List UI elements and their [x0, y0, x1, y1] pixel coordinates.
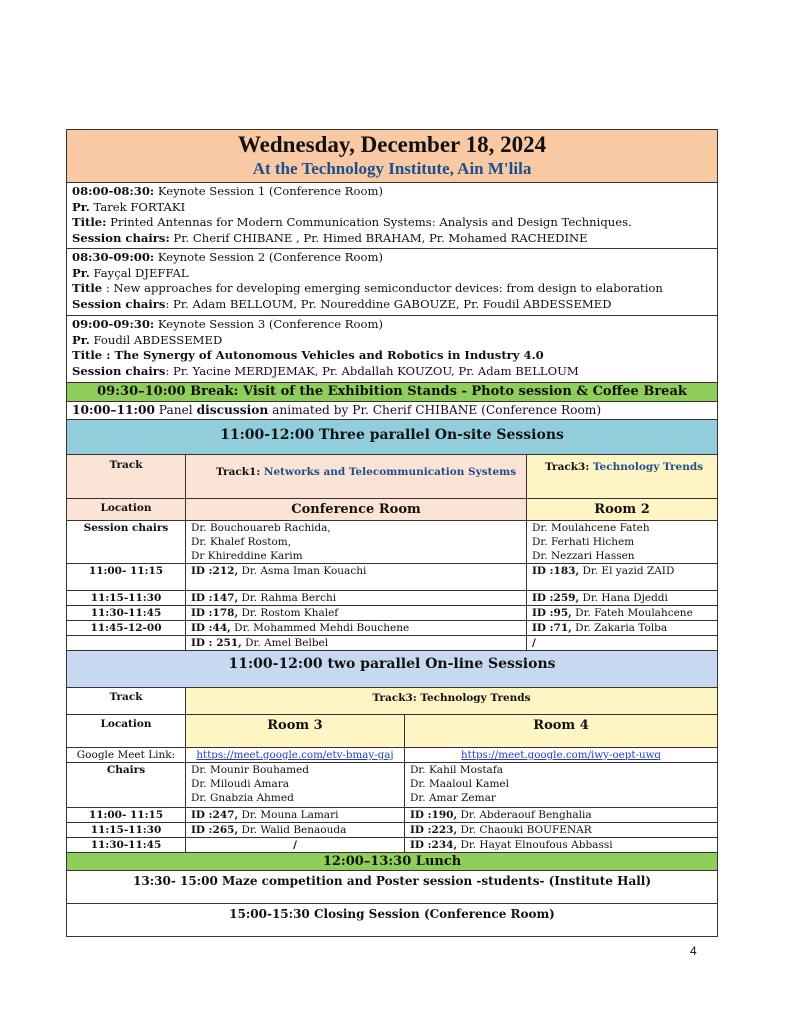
slot-paper-room2	[527, 621, 718, 636]
panel-text-2: animated by Pr. Cherif CHIBANE (Conference Room)	[268, 403, 602, 417]
onsite-slot-row	[67, 621, 718, 636]
break-row	[67, 383, 718, 402]
paper-id: ID :259,	[532, 592, 580, 604]
paper-id: ID : 251,	[191, 637, 242, 649]
chair-name: Dr. Moulahcene Fateh	[532, 522, 650, 534]
onsite-heading: 11:00-12:00 Three parallel On-site Sessions	[67, 420, 718, 455]
lunch-row	[67, 853, 718, 871]
presenter: Dr. Mouna Lamari	[238, 809, 339, 821]
onsite-location-row	[67, 499, 718, 521]
keynote-session-2	[67, 249, 718, 316]
speaker-label: Pr.	[72, 332, 90, 347]
presenter: Dr. Chaouki BOUFENAR	[457, 824, 592, 836]
keynote-speaker: Foudil ABDESSEMED	[89, 332, 223, 347]
presenter: Dr. Zakaria Tolba	[571, 622, 668, 634]
chair-name: Dr Khireddine Karim	[191, 550, 303, 562]
slot-paper-room2	[527, 591, 718, 606]
title-label: Title	[72, 281, 103, 295]
presenter: Dr. Hana Djeddi	[579, 592, 668, 604]
slot-paper-room2	[527, 636, 718, 651]
slot-time: 11:00- 11:15	[67, 808, 186, 823]
maze-row	[67, 871, 718, 904]
presenter: Dr. Rostom Khalef	[238, 607, 339, 619]
slot-time: 11:15-11:30	[67, 591, 186, 606]
presenter: Dr. Fateh Moulahcene	[571, 607, 693, 619]
keynote-row	[67, 316, 718, 383]
track-label: Track	[67, 455, 186, 499]
chairs-label: Chairs	[67, 763, 186, 808]
presenter: Dr. El yazid ZAID	[579, 565, 675, 577]
onsite-chairs-row	[67, 521, 718, 564]
slot-paper-room4	[405, 808, 718, 823]
panel-text-1: Panel	[154, 403, 197, 417]
keynote-session-name: Keynote Session 2 (Conference Room)	[154, 250, 383, 264]
paper-id: ID :95,	[532, 607, 572, 619]
keynote-time: 08:00-08:30:	[72, 184, 155, 198]
chair-name: Dr. Kahil Mostafa	[410, 764, 503, 776]
lunch: 12:00–13:30 Lunch	[67, 853, 718, 871]
presenter: Dr. Hayat Elnoufous Abbassi	[457, 839, 613, 851]
track1-name: Networks and Telecommunication Systems	[263, 466, 517, 478]
slot-paper-room3	[186, 808, 405, 823]
chairs-room3	[186, 763, 405, 808]
paper-id: ID :178,	[191, 607, 239, 619]
slot-paper-room2	[527, 564, 718, 591]
presenter: Dr. Amel Belbel	[241, 637, 329, 649]
panel-bold: discussion	[196, 403, 269, 417]
keynote-chairs: Pr. Cherif CHIBANE , Pr. Himed BRAHAM, Pr. Mohamed RACHEDINE	[169, 230, 588, 245]
speaker-label: Pr.	[72, 199, 90, 214]
panel-discussion	[67, 402, 718, 420]
keynote-title: : New approaches for developing emerging semiconductor devices: from design to elaboration	[102, 281, 663, 295]
chairs-label: Session chairs	[72, 363, 166, 378]
day-header-row	[67, 130, 718, 183]
track1-prefix: Track1:	[216, 466, 264, 478]
chairs-room4	[405, 763, 718, 808]
slot-paper-room1	[186, 621, 527, 636]
paper-id: ID :234,	[410, 839, 458, 851]
keynote-row	[67, 249, 718, 316]
online-track-row	[67, 688, 718, 715]
panel-row	[67, 402, 718, 420]
slot-time: 11:15-11:30	[67, 823, 186, 838]
closing-row	[67, 904, 718, 937]
keynote-speaker: Tarek FORTAKI	[89, 199, 186, 214]
keynote-session-3	[67, 316, 718, 383]
day-date: Wednesday, December 18, 2024	[237, 132, 547, 157]
chair-name: Dr. Miloudi Amara	[191, 778, 290, 790]
slot-time: 11:30-11:45	[67, 838, 186, 853]
paper-id: ID :71,	[532, 622, 572, 634]
keynote-row	[67, 183, 718, 249]
online-slot-row	[67, 808, 718, 823]
onsite-slot-row	[67, 564, 718, 591]
title-label: Title	[72, 348, 103, 362]
presenter: Dr. Walid Benaouda	[238, 824, 347, 836]
keynote-title: : The Synergy of Autonomous Vehicles and Robotics in Industry 4.0	[102, 348, 544, 362]
online-chairs-row	[67, 763, 718, 808]
track3-prefix: Track3:	[545, 461, 593, 473]
online-heading: 11:00-12:00 two parallel On-line Sessions	[67, 651, 718, 688]
keynote-speaker: Fayçal DJEFFAL	[89, 265, 189, 280]
paper-id: /	[532, 637, 536, 649]
chair-name: Dr. Bouchouareb Rachida,	[191, 522, 331, 534]
keynote-session-1	[67, 183, 718, 249]
closing-session: 15:00-15:30 Closing Session (Conference Room)	[67, 904, 718, 937]
slot-time	[67, 636, 186, 651]
paper-id: ID :44,	[191, 622, 231, 634]
title-label: Title:	[72, 215, 107, 229]
slot-paper-room4	[405, 838, 718, 853]
online-heading-row	[67, 651, 718, 688]
slot-paper-room1	[186, 564, 527, 591]
chairs-track1	[186, 521, 527, 564]
keynote-title: Printed Antennas for Modern Communication Systems: Analysis and Design Techniques.	[106, 215, 632, 229]
paper-id: ID :190,	[410, 809, 458, 821]
speaker-label: Pr.	[72, 265, 90, 280]
maze-competition: 13:30- 15:00 Maze competition and Poster session -students- (Institute Hall)	[67, 871, 718, 904]
paper-id: ID :147,	[191, 592, 239, 604]
chairs-label: Session chairs	[72, 296, 166, 311]
day-location: At the Technology Institute, Ain M'lila	[252, 159, 532, 178]
slot-paper-room3	[186, 823, 405, 838]
chair-name: Dr. Mounir Bouhamed	[191, 764, 309, 776]
onsite-slot-row	[67, 606, 718, 621]
keynote-chairs: : Pr. Adam BELLOUM, Pr. Noureddine GABOUZE, Pr. Foudil ABDESSEMED	[165, 296, 612, 311]
slot-paper-room1	[186, 636, 527, 651]
online-slot-row	[67, 838, 718, 853]
room-3: Room 3	[186, 715, 405, 748]
online-track-name: Track3: Technology Trends	[186, 688, 718, 715]
day-header	[67, 130, 718, 183]
session-chairs-label: Session chairs	[67, 521, 186, 564]
location-label: Location	[67, 499, 186, 521]
keynote-chairs: : Pr. Yacine MERDJEMAK, Pr. Abdallah KOUZOU, Pr. Adam BELLOUM	[165, 363, 579, 378]
keynote-session-name: Keynote Session 3 (Conference Room)	[154, 317, 383, 331]
meet-link-room4[interactable]: https://meet.google.com/iwy-oept-uwq	[405, 748, 718, 763]
page-number: 4	[690, 944, 697, 958]
chair-name: Dr. Maaloul Kamel	[410, 778, 510, 790]
slot-paper-room1	[186, 591, 527, 606]
keynote-time: 09:00-09:30:	[72, 317, 155, 331]
onsite-heading-row	[67, 420, 718, 455]
chair-name: Dr. Khalef Rostom,	[191, 536, 292, 548]
track1-cell	[186, 455, 527, 499]
paper-id: ID :247,	[191, 809, 239, 821]
slot-paper-room4	[405, 823, 718, 838]
slot-paper-room3	[186, 838, 405, 853]
paper-id: /	[293, 839, 297, 851]
location-label: Location	[67, 715, 186, 748]
online-slot-row	[67, 823, 718, 838]
chair-name: Dr. Nezzari Hassen	[532, 550, 635, 562]
chair-name: Dr. Ferhati Hichem	[532, 536, 635, 548]
meet-link-label: Google Meet Link:	[67, 748, 186, 763]
keynote-session-name: Keynote Session 1 (Conference Room)	[154, 184, 383, 198]
room-4: Room 4	[405, 715, 718, 748]
coffee-break: 09:30–10:00 Break: Visit of the Exhibition Stands - Photo session & Coffee Break	[67, 383, 718, 402]
meet-link-row	[67, 748, 718, 763]
presenter: Dr. Asma Iman Kouachi	[238, 565, 367, 577]
chairs-track3	[527, 521, 718, 564]
room-2: Room 2	[527, 499, 718, 521]
track-label: Track	[67, 688, 186, 715]
presenter: Dr. Mohammed Mehdi Bouchene	[230, 622, 410, 634]
slot-time: 11:00- 11:15	[67, 564, 186, 591]
slot-paper-room2	[527, 606, 718, 621]
track3-cell	[527, 455, 718, 499]
chairs-label: Session chairs:	[72, 230, 170, 245]
meet-link-room3[interactable]: https://meet.google.com/etv-bmay-gaj	[186, 748, 405, 763]
onsite-slot-row	[67, 636, 718, 651]
room-conference: Conference Room	[186, 499, 527, 521]
track3-name: Technology Trends	[592, 461, 704, 473]
onsite-slot-row	[67, 591, 718, 606]
slot-time: 11:45-12-00	[67, 621, 186, 636]
program-table	[66, 129, 718, 937]
presenter: Dr. Rahma Berchi	[238, 592, 337, 604]
chair-name: Dr. Amar Zemar	[410, 792, 496, 804]
chair-name: Dr. Gnabzia Ahmed	[191, 792, 294, 804]
presenter: Dr. Abderaouf Benghalia	[457, 809, 592, 821]
panel-time: 10:00–11:00	[72, 403, 155, 417]
slot-time: 11:30-11:45	[67, 606, 186, 621]
paper-id: ID :212,	[191, 565, 239, 577]
slot-paper-room1	[186, 606, 527, 621]
paper-id: ID :183,	[532, 565, 580, 577]
paper-id: ID :223,	[410, 824, 458, 836]
online-location-row	[67, 715, 718, 748]
keynote-time: 08:30-09:00:	[72, 250, 155, 264]
paper-id: ID :265,	[191, 824, 239, 836]
onsite-track-row	[67, 455, 718, 499]
